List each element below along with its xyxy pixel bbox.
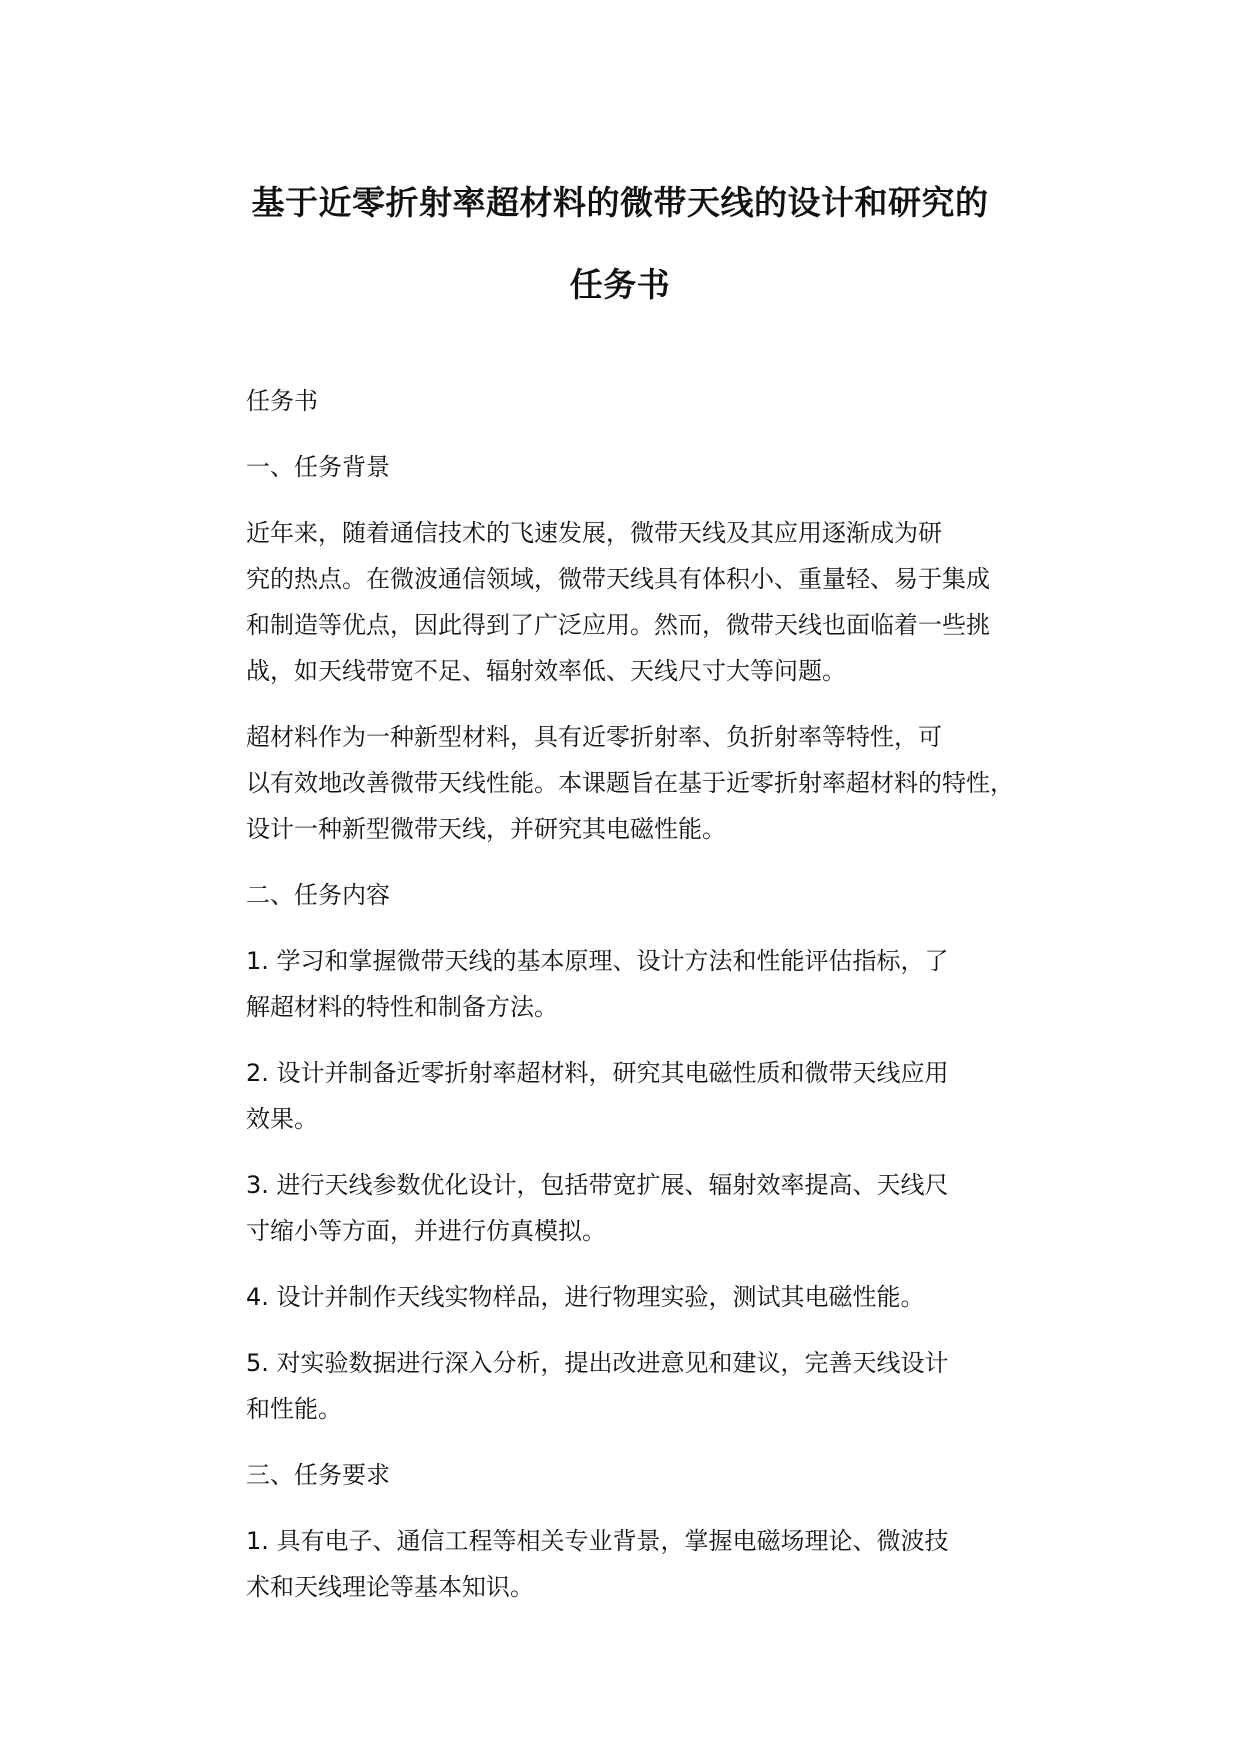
paragraph bbox=[188, 1274, 1086, 1320]
paragraph-line: 三、任务要求 bbox=[246, 1461, 390, 1489]
paragraph-line: 超材料作为一种新型材料，具有近零折射率、负折射率等特性，可 bbox=[246, 723, 942, 751]
paragraph-line: 2. 设计并制备近零折射率超材料，研究其电磁性质和微带天线应用 bbox=[246, 1059, 949, 1087]
document-title-line-1: 基于近零折射率超材料的微带天线的设计和研究的 bbox=[251, 183, 989, 222]
paragraph-line: 5. 对实验数据进行深入分析，提出改进意见和建议，完善天线设计 bbox=[246, 1349, 949, 1377]
paragraph bbox=[188, 1452, 1086, 1498]
paragraph-line: 效果。 bbox=[246, 1105, 318, 1133]
paragraph bbox=[188, 1340, 1086, 1432]
paragraph bbox=[188, 1518, 1086, 1610]
paragraph bbox=[188, 378, 1086, 424]
paragraph bbox=[188, 1050, 1086, 1142]
paragraph bbox=[188, 938, 1086, 1030]
paragraph-line: 4. 设计并制作天线实物样品，进行物理实验，测试其电磁性能。 bbox=[246, 1283, 925, 1311]
paragraph-line: 1. 学习和掌握微带天线的基本原理、设计方法和性能评估指标，了 bbox=[246, 947, 949, 975]
paragraph-line: 一、任务背景 bbox=[246, 453, 390, 481]
paragraph-line: 二、任务内容 bbox=[246, 881, 390, 909]
paragraph-line: 寸缩小等方面，并进行仿真模拟。 bbox=[246, 1217, 606, 1245]
paragraph-line: 任务书 bbox=[246, 387, 318, 415]
paragraph-line: 1. 具有电子、通信工程等相关专业背景，掌握电磁场理论、微波技 bbox=[246, 1527, 949, 1555]
paragraph-line: 以有效地改善微带天线性能。本课题旨在基于近零折射率超材料的特性， bbox=[246, 769, 1014, 797]
document-body bbox=[188, 378, 1086, 1630]
paragraph-line: 近年来，随着通信技术的飞速发展，微带天线及其应用逐渐成为研 bbox=[246, 519, 942, 547]
paragraph-line: 究的热点。在微波通信领域，微带天线具有体积小、重量轻、易于集成 bbox=[246, 565, 990, 593]
paragraph-line: 设计一种新型微带天线，并研究其电磁性能。 bbox=[246, 815, 726, 843]
paragraph-line: 术和天线理论等基本知识。 bbox=[246, 1573, 534, 1601]
paragraph-line: 战，如天线带宽不足、辐射效率低、天线尺寸大等问题。 bbox=[246, 657, 846, 685]
paragraph bbox=[188, 872, 1086, 918]
paragraph-line: 3. 进行天线参数优化设计，包括带宽扩展、辐射效率提高、天线尺 bbox=[246, 1171, 949, 1199]
paragraph-line: 解超材料的特性和制备方法。 bbox=[246, 993, 558, 1021]
paragraph-line: 和性能。 bbox=[246, 1395, 342, 1423]
document-title-line-2: 任务书 bbox=[569, 265, 671, 304]
paragraph bbox=[188, 714, 1086, 852]
paragraph-line: 和制造等优点，因此得到了广泛应用。然而，微带天线也面临着一些挑 bbox=[246, 611, 990, 639]
paragraph bbox=[188, 510, 1086, 694]
paragraph bbox=[188, 444, 1086, 490]
paragraph bbox=[188, 1162, 1086, 1254]
